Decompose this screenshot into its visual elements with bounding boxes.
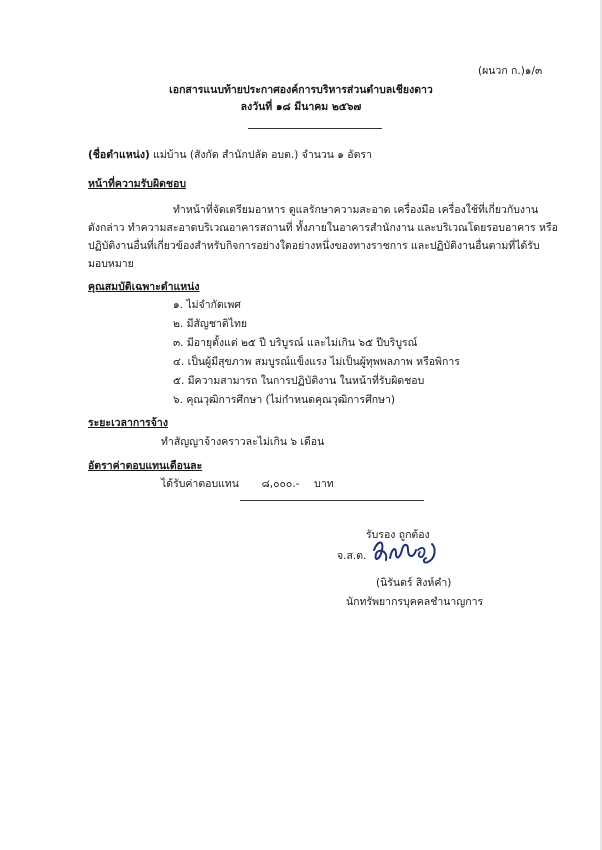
position-value: แม่บ้าน (สังกัด สำนักปลัด อบต.) จำนวน ๑ อัตรา	[153, 149, 372, 161]
qualification-item: ๖. คุณวุฒิการศึกษา (ไม่กำหนดคุณวุฒิการศึกษา)	[173, 394, 396, 406]
salary-line	[161, 477, 334, 491]
duties-line: ทำหน้าที่จัดเตรียมอาหาร ดูแลรักษาความสะอาด เครื่องมือ เครื่องใช้ที่เกี่ยวกับงาน	[173, 204, 539, 216]
qualification-item: ๕. มีความสามารถ ในการปฏิบัติงาน ในหน้าที่รับผิดชอบ	[173, 375, 425, 387]
officer-rank: จ.ส.ต.	[337, 550, 367, 562]
handwritten-signature	[368, 536, 444, 568]
end-divider	[240, 500, 424, 501]
duties-line: ปฏิบัติงานอื่นที่เกี่ยวข้องสำหรับกิจการอย่างใดอย่างหนึ่งของทางราชการ และปฏิบัติงานอื่นตามที่ได้รับ	[88, 240, 540, 252]
salary-unit: บาท	[314, 478, 334, 490]
title-divider	[248, 128, 382, 129]
qualification-item: ๔. เป็นผู้มีสุขภาพ สมบูรณ์แข็งแรง ไม่เป็นผู้ทุพพลภาพ หรือพิการ	[173, 356, 460, 368]
duties-heading: หน้าที่ความรับผิดชอบ	[88, 178, 187, 190]
duties-line: มอบหมาย	[88, 258, 134, 270]
doc-title-line2: ลงวันที่ ๑๘ มีนาคม ๒๕๖๗	[240, 101, 362, 113]
qualifications-heading: คุณสมบัติเฉพาะตำแหน่ง	[88, 281, 200, 293]
qualification-item: ๑. ไม่จำกัดเพศ	[173, 299, 241, 311]
salary-label: ได้รับค่าตอบแทน	[161, 478, 239, 490]
doc-reference: (ผนวก ก.)๑/๓	[478, 65, 543, 77]
salary-heading: อัตราค่าตอบแทนเดือนละ	[88, 460, 203, 472]
duties-line: ดังกล่าว ทำความสะอาดบริเวณอาคารสถานที่ ทั้งภายในอาคารสำนักงาน และบริเวณโดยรอบอาคาร หรือ	[88, 222, 558, 234]
doc-title-line1: เอกสารแนบท้ายประกาศองค์การบริหารส่วนตำบลเชียงดาว	[169, 84, 433, 96]
position-label: (ชื่อตำแหน่ง)	[88, 149, 150, 161]
employment-period-text: ทำสัญญาจ้างคราวละไม่เกิน ๖ เดือน	[161, 436, 325, 448]
employment-period-heading: ระยะเวลาการจ้าง	[88, 417, 168, 429]
signatory-title: นักทรัพยากรบุคคลชำนาญการ	[346, 596, 484, 608]
qualification-item: ๒. มีสัญชาติไทย	[173, 318, 248, 330]
position-line	[88, 148, 372, 162]
signatory-name: (นิรันดร์ สิงห์คำ)	[376, 577, 452, 589]
qualification-item: ๓. มีอายุตั้งแต่ ๒๕ ปี บริบูรณ์ และไม่เกิน ๖๕ ปีบริบูรณ์	[173, 337, 418, 349]
salary-amount: ๘,๐๐๐.-	[261, 478, 300, 490]
certified-text: รับรอง ถูกต้อง	[366, 529, 430, 541]
